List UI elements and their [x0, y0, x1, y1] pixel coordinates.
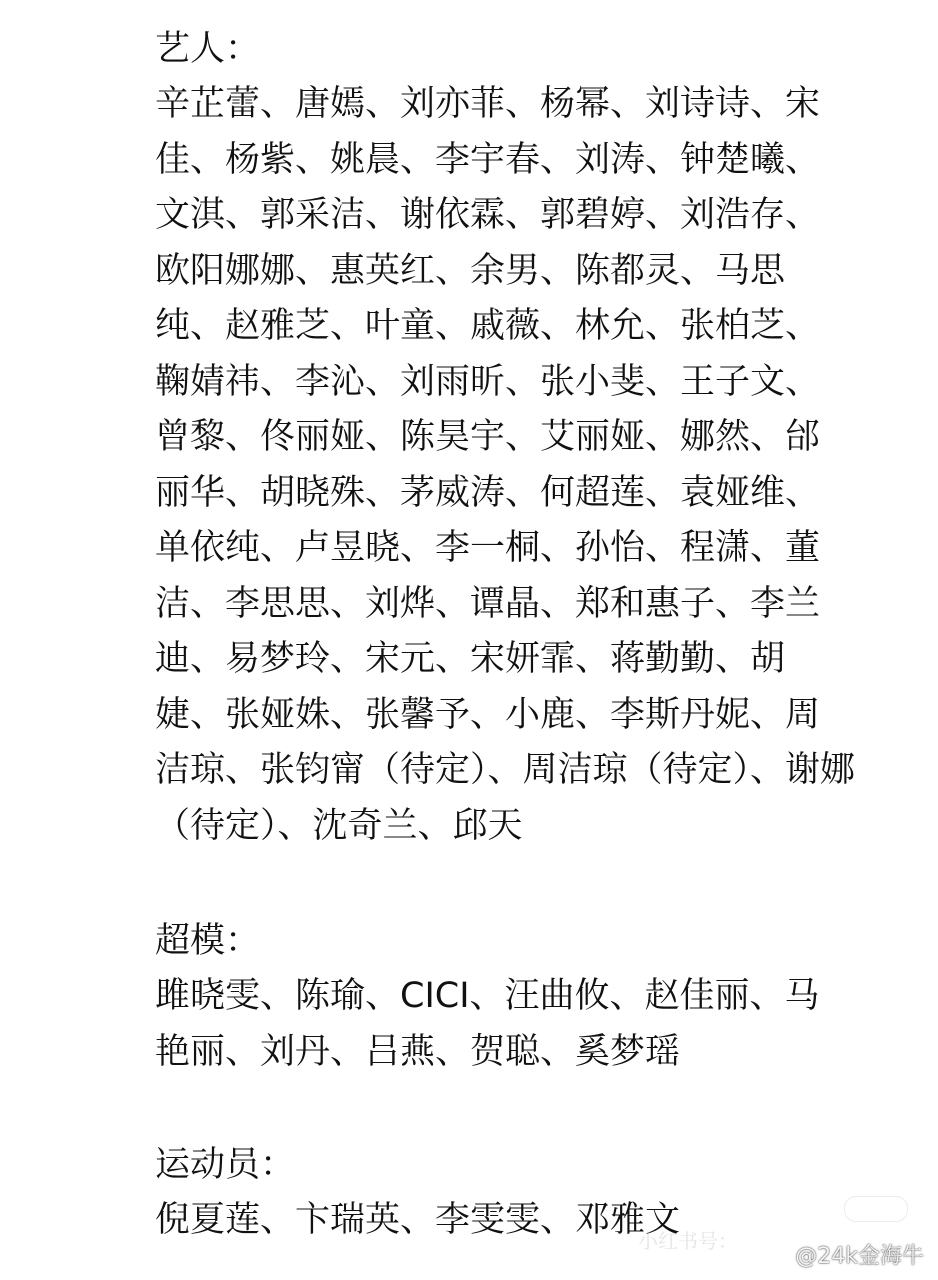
section-heading: 超模：: [155, 921, 261, 961]
text-line: 欧阳娜娜、惠英红、余男、陈都灵、马思: [155, 250, 786, 291]
text-line: 纯、赵雅芝、叶童、戚薇、林允、张柏芝、: [155, 306, 821, 346]
text-line: 迪、易梦玲、宋元、宋妍霏、蒋勤勤、胡: [155, 639, 786, 679]
text-line: 佳、杨紫、姚晨、李宇春、刘涛、钟楚曦、: [155, 139, 821, 180]
section-heading: 运动员：: [155, 1145, 296, 1185]
text-line: 洁、李思思、刘烨、谭晶、郑和惠子、李兰: [155, 583, 821, 624]
text-line: 辛芷蕾、唐嫣、刘亦菲、杨幂、刘诗诗、宋: [155, 84, 821, 124]
section-athletes: [155, 1138, 900, 1249]
text-line: 婕、张娅姝、张馨予、小鹿、李斯丹妮、周: [155, 694, 821, 735]
text-line: 雎晓雯、陈瑜、CICI、汪曲攸、赵佳丽、马: [155, 976, 820, 1016]
watermark-badge: [844, 1196, 908, 1222]
text-line: （待定）、沈奇兰、邱天: [155, 805, 523, 846]
section-heading: 艺人：: [155, 29, 261, 69]
text-line: 曾黎、佟丽娅、陈昊宇、艾丽娅、娜然、邰: [155, 417, 821, 457]
text-line: 鞠婧祎、李沁、刘雨昕、张小斐、王子文、: [155, 361, 821, 402]
text-line: 丽华、胡晓殊、茅威涛、何超莲、袁娅维、: [155, 472, 821, 513]
text-line: 倪夏莲、卞瑞英、李雯雯、邓雅文: [155, 1200, 681, 1240]
watermark: [757, 1239, 924, 1270]
text-line: 艳丽、刘丹、吕燕、贺聪、奚梦瑶: [155, 1031, 681, 1072]
section-artists: [155, 22, 900, 854]
section-models: [155, 914, 900, 1080]
text-line: 洁琼、张钧甯（待定）、周洁琼（待定）、谢娜: [155, 750, 856, 790]
text-line: 文淇、郭采洁、谢依霖、郭碧婷、刘浩存、: [155, 195, 821, 235]
weibo-icon: [757, 1243, 787, 1267]
text-line: 单依纯、卢昱晓、李一桐、孙怡、程潇、董: [155, 528, 821, 568]
watermark-text: @24k金海牛: [795, 1244, 924, 1269]
watermark-faint-text: 小红书号：: [638, 1229, 738, 1253]
